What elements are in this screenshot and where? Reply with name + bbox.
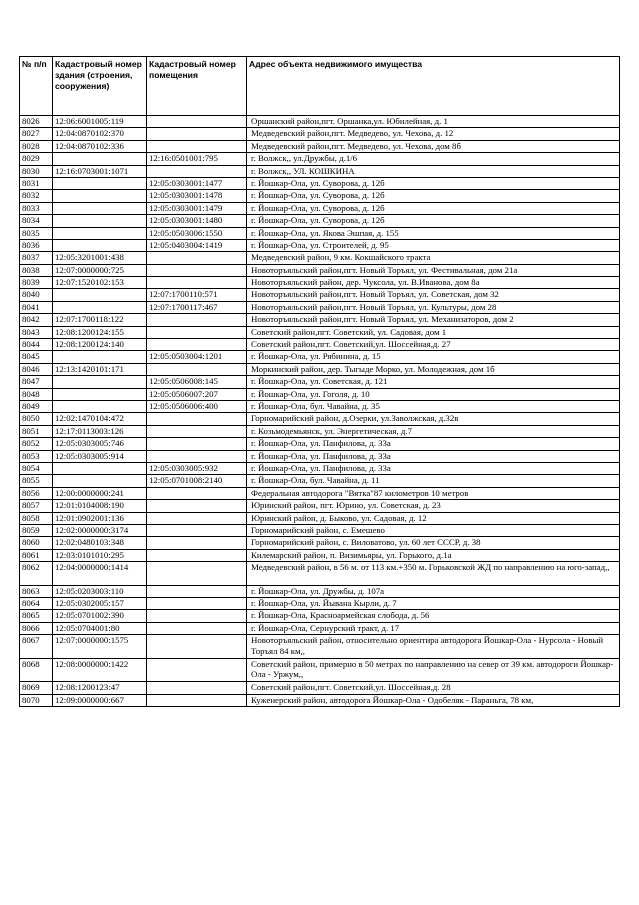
address-cell: Медведевский район, в 56 м. от 113 км.+350 м. Горьковской ЖД по направлению на юго-запад,, [247, 562, 620, 586]
row-number-cell: 8067 [20, 635, 53, 659]
row-number-cell: 8062 [20, 562, 53, 586]
row-number-cell: 8046 [20, 363, 53, 375]
premises-cadastral-cell: 12:05:0701008:2140 [147, 475, 247, 487]
table-row [20, 524, 620, 536]
building-cadastral-cell: 12:08:1200124:155 [53, 326, 147, 338]
building-cadastral-cell: 12:16:0703001:1071 [53, 165, 147, 177]
row-number-cell: 8057 [20, 500, 53, 512]
premises-cadastral-cell [147, 562, 247, 586]
address-cell: г. Йошкар-Ола, Сернурский тракт, д. 17 [247, 622, 620, 634]
building-cadastral-cell: 12:08:1200124:140 [53, 339, 147, 351]
header-number: № п/п [20, 57, 53, 116]
address-cell: г. Йошкар-Ола, ул. Якова Эшпая, д. 155 [247, 227, 620, 239]
building-cadastral-cell: 12:09:0000000:667 [53, 694, 147, 706]
table-row [20, 165, 620, 177]
row-number-cell: 8055 [20, 475, 53, 487]
building-cadastral-cell: 12:04:0000000:1414 [53, 562, 147, 586]
row-number-cell: 8033 [20, 202, 53, 214]
building-cadastral-cell [53, 215, 147, 227]
premises-cadastral-cell [147, 500, 247, 512]
property-table [19, 56, 620, 707]
row-number-cell: 8064 [20, 598, 53, 610]
row-number-cell: 8039 [20, 277, 53, 289]
table-row [20, 610, 620, 622]
premises-cadastral-cell [147, 682, 247, 694]
premises-cadastral-cell [147, 585, 247, 597]
table-row [20, 351, 620, 363]
building-cadastral-cell [53, 289, 147, 301]
address-cell: Новоторъяльский район,пгт. Новый Торъял, ул. Механизаторов, дом 2 [247, 314, 620, 326]
row-number-cell: 8066 [20, 622, 53, 634]
address-cell: г. Йошкар-Ола, ул. Гоголя, д. 10 [247, 388, 620, 400]
address-cell: Новоторъяльский район, дер. Чуксола, ул. В.Иванова, дом 8а [247, 277, 620, 289]
address-cell: Советский район,пгт. Советский, ул. Садовая, дом 1 [247, 326, 620, 338]
table-row [20, 363, 620, 375]
row-number-cell: 8031 [20, 177, 53, 189]
address-cell: Советский район, примерно в 50 метрах по направлению на север от 39 км. автодороги Йошкар-Ола - Уржум,, [247, 658, 620, 682]
row-number-cell: 8054 [20, 462, 53, 474]
table-row [20, 537, 620, 549]
building-cadastral-cell: 12:06:6001005:119 [53, 116, 147, 128]
premises-cadastral-cell: 12:05:0506006:400 [147, 400, 247, 412]
premises-cadastral-cell [147, 425, 247, 437]
address-cell: Новоторъяльский район, относительно ориентира автодорога Йошкар-Ола - Нурсола - Новый Торъял 84 км,, [247, 635, 620, 659]
building-cadastral-cell: 12:02:0000000:3174 [53, 524, 147, 536]
building-cadastral-cell: 12:02:0480103:348 [53, 537, 147, 549]
building-cadastral-cell: 12:17:0113003:126 [53, 425, 147, 437]
table-row [20, 128, 620, 140]
address-cell: г. Йошкар-Ола, бул. Чавайна, д. 35 [247, 400, 620, 412]
premises-cadastral-cell [147, 524, 247, 536]
row-number-cell: 8032 [20, 190, 53, 202]
address-cell: Советский район,пгт. Советский,ул. Шоссейная,д. 28 [247, 682, 620, 694]
row-number-cell: 8059 [20, 524, 53, 536]
address-cell: Медведевский район, 9 км. Кокшайского тракта [247, 252, 620, 264]
building-cadastral-cell [53, 190, 147, 202]
address-cell: Оршанский район,пгт. Оршанка,ул. Юбилейная, д. 1 [247, 116, 620, 128]
address-cell: г. Волжск,, УЛ. КОШКИНА [247, 165, 620, 177]
row-number-cell: 8044 [20, 339, 53, 351]
header-building-cadastral: Кадастровый номер здания (строения, сооружения) [53, 57, 147, 116]
premises-cadastral-cell [147, 549, 247, 561]
premises-cadastral-cell [147, 363, 247, 375]
address-cell: Горномарийский район, д.Озерки, ул.Заволжская, д.32в [247, 413, 620, 425]
row-number-cell: 8053 [20, 450, 53, 462]
address-cell: г. Козьмодемьянск, ул. Энергетическая, д.7 [247, 425, 620, 437]
address-cell: г. Йошкар-Ола, ул. Суворова, д. 12б [247, 202, 620, 214]
address-cell: г. Йошкар-Ола, ул. Йывана Кырли, д. 7 [247, 598, 620, 610]
premises-cadastral-cell [147, 694, 247, 706]
table-row [20, 314, 620, 326]
address-cell: г. Йошкар-Ола, ул. Суворова, д. 12б [247, 177, 620, 189]
premises-cadastral-cell [147, 128, 247, 140]
address-cell: г. Йошкар-Ола, ул. Рябинина, д. 15 [247, 351, 620, 363]
premises-cadastral-cell [147, 658, 247, 682]
table-row [20, 475, 620, 487]
row-number-cell: 8061 [20, 549, 53, 561]
row-number-cell: 8047 [20, 376, 53, 388]
premises-cadastral-cell [147, 326, 247, 338]
building-cadastral-cell: 12:07:0000000:725 [53, 264, 147, 276]
address-cell: Федеральная автодорога "Вятка"87 километров 10 метров [247, 487, 620, 499]
building-cadastral-cell [53, 301, 147, 313]
address-cell: г. Йошкар-Ола, бул. Чавайна, д. 11 [247, 475, 620, 487]
row-number-cell: 8030 [20, 165, 53, 177]
row-number-cell: 8026 [20, 116, 53, 128]
table-row [20, 239, 620, 251]
table-row [20, 413, 620, 425]
premises-cadastral-cell: 12:16:0501001:795 [147, 153, 247, 165]
address-cell: г. Йошкар-Ола, ул. Панфилова, д. 33а [247, 438, 620, 450]
building-cadastral-cell: 12:07:0000000:1575 [53, 635, 147, 659]
table-row [20, 512, 620, 524]
building-cadastral-cell [53, 475, 147, 487]
address-cell: г. Йошкар-Ола, ул. Панфилова, д. 33а [247, 450, 620, 462]
table-row [20, 376, 620, 388]
row-number-cell: 8063 [20, 585, 53, 597]
address-cell: г. Йошкар-Ола, ул. Панфилова, д. 33а [247, 462, 620, 474]
premises-cadastral-cell [147, 165, 247, 177]
header-row [20, 57, 620, 116]
building-cadastral-cell: 12:03:0101010:295 [53, 549, 147, 561]
table-row [20, 202, 620, 214]
table-row [20, 339, 620, 351]
row-number-cell: 8027 [20, 128, 53, 140]
row-number-cell: 8056 [20, 487, 53, 499]
premises-cadastral-cell: 12:05:0506008:145 [147, 376, 247, 388]
premises-cadastral-cell [147, 264, 247, 276]
table-row [20, 562, 620, 586]
address-cell: Куженерский район, автодорога Йошкар-Ола - Одобеляк - Параньга, 78 км, [247, 694, 620, 706]
table-row [20, 277, 620, 289]
row-number-cell: 8043 [20, 326, 53, 338]
address-cell: г. Йошкар-Ола, ул. Строителей, д. 95 [247, 239, 620, 251]
premises-cadastral-cell: 12:07:1700110:571 [147, 289, 247, 301]
table-row [20, 635, 620, 659]
table-row [20, 622, 620, 634]
building-cadastral-cell: 12:04:0870102:336 [53, 140, 147, 152]
building-cadastral-cell [53, 462, 147, 474]
premises-cadastral-cell [147, 314, 247, 326]
table-row [20, 264, 620, 276]
address-cell: г. Йошкар-Ола, ул. Советская, д. 121 [247, 376, 620, 388]
table-row [20, 658, 620, 682]
table-row [20, 153, 620, 165]
table-row [20, 301, 620, 313]
address-cell: г. Йошкар-Ола, Красноармейская слобода, д. 56 [247, 610, 620, 622]
address-cell: г. Волжск,, ул.Дружбы, д.1/6 [247, 153, 620, 165]
building-cadastral-cell: 12:05:0303005:914 [53, 450, 147, 462]
table-row [20, 425, 620, 437]
table-row [20, 388, 620, 400]
premises-cadastral-cell: 12:05:0303001:1478 [147, 190, 247, 202]
table-row [20, 438, 620, 450]
address-cell: Юринский район, д. Быково, ул. Садовая, д. 12 [247, 512, 620, 524]
row-number-cell: 8037 [20, 252, 53, 264]
premises-cadastral-cell [147, 140, 247, 152]
table-row [20, 140, 620, 152]
building-cadastral-cell: 12:04:0870102:370 [53, 128, 147, 140]
premises-cadastral-cell: 12:05:0303001:1480 [147, 215, 247, 227]
row-number-cell: 8050 [20, 413, 53, 425]
table-row [20, 682, 620, 694]
table-row [20, 227, 620, 239]
building-cadastral-cell: 12:08:0000000:1422 [53, 658, 147, 682]
building-cadastral-cell: 12:01:0104008:190 [53, 500, 147, 512]
table-body [20, 116, 620, 707]
row-number-cell: 8029 [20, 153, 53, 165]
row-number-cell: 8052 [20, 438, 53, 450]
building-cadastral-cell: 12:07:1520102:153 [53, 277, 147, 289]
building-cadastral-cell: 12:05:0704001:80 [53, 622, 147, 634]
address-cell: г. Йошкар-Ола, ул. Дружбы, д. 107а [247, 585, 620, 597]
table-row [20, 450, 620, 462]
table-row [20, 549, 620, 561]
premises-cadastral-cell [147, 413, 247, 425]
premises-cadastral-cell: 12:05:0303001:1479 [147, 202, 247, 214]
premises-cadastral-cell: 12:05:0403004:1419 [147, 239, 247, 251]
building-cadastral-cell: 12:05:0701002:390 [53, 610, 147, 622]
row-number-cell: 8041 [20, 301, 53, 313]
address-cell: Новоторъяльский район,пгт. Новый Торъял, ул. Фестивальная, дом 21а [247, 264, 620, 276]
address-cell: Горномарийский район, с. Виловатово, ул. 60 лет СССР, д. 38 [247, 537, 620, 549]
table-row [20, 400, 620, 412]
row-number-cell: 8060 [20, 537, 53, 549]
premises-cadastral-cell: 12:05:0503006:1550 [147, 227, 247, 239]
premises-cadastral-cell [147, 450, 247, 462]
table-row [20, 487, 620, 499]
address-cell: Килемарский район, п. Визимьяры, ул. Горького, д.1а [247, 549, 620, 561]
address-cell: Юринский район, пгт. Юрино, ул. Советская, д. 23 [247, 500, 620, 512]
building-cadastral-cell: 12:05:3201001:438 [53, 252, 147, 264]
building-cadastral-cell: 12:00:0000000:241 [53, 487, 147, 499]
building-cadastral-cell [53, 177, 147, 189]
row-number-cell: 8065 [20, 610, 53, 622]
row-number-cell: 8068 [20, 658, 53, 682]
building-cadastral-cell: 12:05:0302005:157 [53, 598, 147, 610]
premises-cadastral-cell [147, 277, 247, 289]
building-cadastral-cell [53, 388, 147, 400]
building-cadastral-cell [53, 400, 147, 412]
premises-cadastral-cell [147, 622, 247, 634]
premises-cadastral-cell: 12:05:0303005:932 [147, 462, 247, 474]
row-number-cell: 8028 [20, 140, 53, 152]
building-cadastral-cell: 12:05:0303005:746 [53, 438, 147, 450]
table-row [20, 462, 620, 474]
building-cadastral-cell: 12:05:0203003:110 [53, 585, 147, 597]
row-number-cell: 8058 [20, 512, 53, 524]
address-cell: г. Йошкар-Ола, ул. Суворова, д. 12б [247, 215, 620, 227]
building-cadastral-cell: 12:02:1470104:472 [53, 413, 147, 425]
row-number-cell: 8069 [20, 682, 53, 694]
premises-cadastral-cell [147, 438, 247, 450]
row-number-cell: 8036 [20, 239, 53, 251]
premises-cadastral-cell [147, 512, 247, 524]
building-cadastral-cell: 12:07:1700118:122 [53, 314, 147, 326]
address-cell: Новоторъяльский район,пгт. Новый Торъял, ул. Культуры, дом 28 [247, 301, 620, 313]
premises-cadastral-cell [147, 635, 247, 659]
table-row [20, 252, 620, 264]
premises-cadastral-cell [147, 252, 247, 264]
address-cell: Медведевский район,пгт. Медведево, ул. Чехова, д. 12 [247, 128, 620, 140]
table-row [20, 500, 620, 512]
header-address: Адрес объекта недвижимого имущества [247, 57, 620, 116]
table-row [20, 215, 620, 227]
premises-cadastral-cell [147, 487, 247, 499]
building-cadastral-cell: 12:13:1420101:171 [53, 363, 147, 375]
table-row [20, 289, 620, 301]
table-row [20, 190, 620, 202]
building-cadastral-cell [53, 351, 147, 363]
table-row [20, 177, 620, 189]
row-number-cell: 8049 [20, 400, 53, 412]
address-cell: г. Йошкар-Ола, ул. Суворова, д. 12б [247, 190, 620, 202]
building-cadastral-cell [53, 227, 147, 239]
table-row [20, 694, 620, 706]
address-cell: Советский район,пгт. Советский,ул. Шоссейная,д. 27 [247, 339, 620, 351]
premises-cadastral-cell [147, 339, 247, 351]
premises-cadastral-cell: 12:05:0303001:1477 [147, 177, 247, 189]
row-number-cell: 8070 [20, 694, 53, 706]
address-cell: Медведевский район,пгт. Медведево, ул. Чехова, дом 8б [247, 140, 620, 152]
table-row [20, 585, 620, 597]
building-cadastral-cell [53, 202, 147, 214]
row-number-cell: 8051 [20, 425, 53, 437]
premises-cadastral-cell [147, 537, 247, 549]
building-cadastral-cell [53, 376, 147, 388]
row-number-cell: 8040 [20, 289, 53, 301]
row-number-cell: 8035 [20, 227, 53, 239]
table-row [20, 326, 620, 338]
address-cell: Горномарийский район, с. Емешево [247, 524, 620, 536]
premises-cadastral-cell [147, 116, 247, 128]
address-cell: Новоторъяльский район,пгт. Новый Торъял, ул. Советская, дом 32 [247, 289, 620, 301]
building-cadastral-cell [53, 239, 147, 251]
header-premises-cadastral: Кадастровый номер помещения [147, 57, 247, 116]
premises-cadastral-cell [147, 598, 247, 610]
building-cadastral-cell: 12:08:1200123:47 [53, 682, 147, 694]
premises-cadastral-cell: 12:07:1700117:467 [147, 301, 247, 313]
row-number-cell: 8038 [20, 264, 53, 276]
table-header [20, 57, 620, 116]
table-row [20, 116, 620, 128]
building-cadastral-cell: 12:01:0902001:136 [53, 512, 147, 524]
premises-cadastral-cell [147, 610, 247, 622]
premises-cadastral-cell: 12:05:0506007:207 [147, 388, 247, 400]
premises-cadastral-cell: 12:05:0503004:1201 [147, 351, 247, 363]
row-number-cell: 8034 [20, 215, 53, 227]
row-number-cell: 8045 [20, 351, 53, 363]
table-row [20, 598, 620, 610]
row-number-cell: 8048 [20, 388, 53, 400]
address-cell: Моркинский район, дер. Тыгыде Морко, ул. Молодежная, дом 1б [247, 363, 620, 375]
building-cadastral-cell [53, 153, 147, 165]
row-number-cell: 8042 [20, 314, 53, 326]
